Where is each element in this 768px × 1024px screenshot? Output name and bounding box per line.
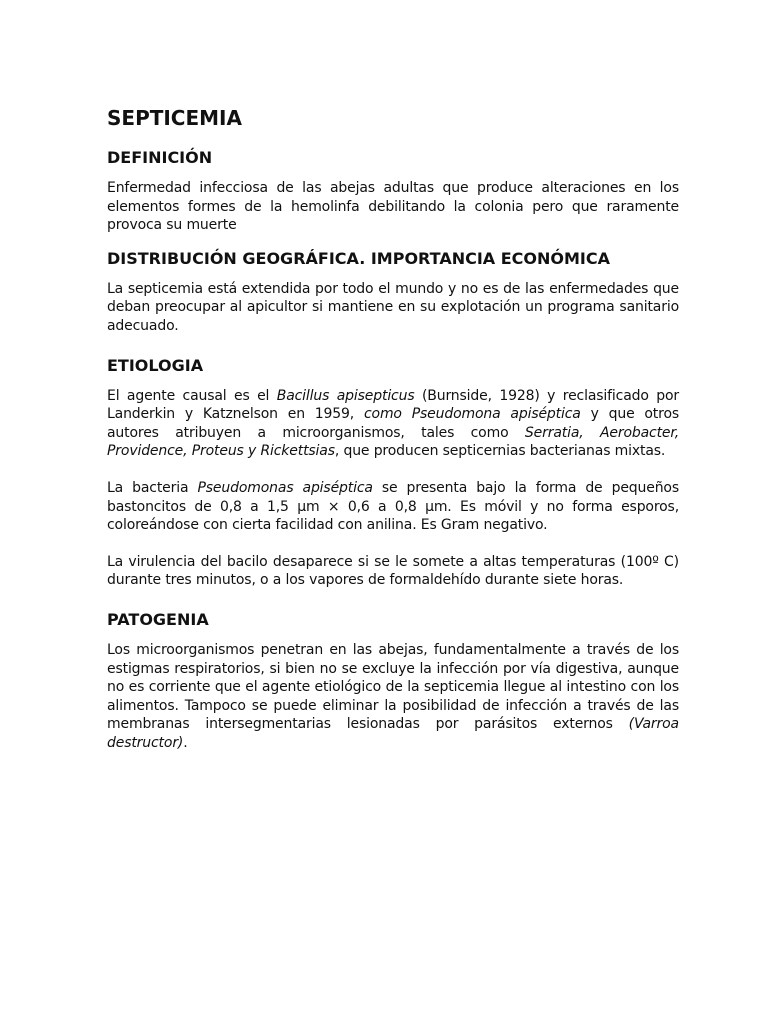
paragraph-distribucion: La septicemia está extendida por todo el mundo y no es de las enfermedades que deban preocupar al apicultor si mantiene en su explotación un programa sanitario adecuado. [107,280,679,334]
document-page [107,104,679,770]
document-title: SEPTICEMIA [107,106,242,130]
paragraph-etiologia-3: La virulencia del bacilo desaparece si se le somete a altas temperaturas (100º C) durante tres minutos, o a los vapores de formaldehído durante siete horas. [107,553,679,589]
paragraph-definicion: Enfermedad infecciosa de las abejas adultas que produce alteraciones en los elementos formes de la hemolinfa debilitando la colonia pero que raramente provoca su muerte [107,180,679,234]
heading-definicion: DEFINICIÓN [107,148,213,167]
text-run: La bacteria [107,479,198,496]
text-run: y que otros autores atribuyen a microorganismos, tales como [107,406,680,441]
text-run: , que producen septicernias bacterianas mixtas. [334,443,666,460]
text-run: se presenta bajo la forma de pequeños bastoncitos de 0,8 a 1,5 µm × 0,6 a 0,8 µm. Es móvil y no forma esporos, coloreándose con cierta facilidad con anilina. Es Gram negativo. [107,479,679,534]
text-run: . [183,734,188,751]
text-run: (Burnside, 1928) y reclasificado por Landerkin y Katznelson en 1959, [107,387,680,423]
heading-distribucion: DISTRIBUCIÓN GEOGRÁFICA. IMPORTANCIA ECONÓMICA [107,248,611,268]
paragraph-etiologia-2 [107,479,679,535]
heading-patogenia: PATOGENIA [107,609,209,629]
italic-run: Pseudomonas apiséptica [197,479,373,496]
text-run: El agente causal es el [107,387,277,404]
paragraph-patogenia [107,641,679,753]
paragraph-etiologia-1 [107,387,679,461]
italic-run: Serratia, Aerobacter, Providence, Proteus y Rickettsias [107,424,680,460]
text-run: Los microorganismos penetran en las abejas, fundamentalmente a través de los estigmas respiratorios, si bien no se excluye la infección por vía digestiva, aunque no es corriente que el agente etiológico de la septicemia llegue al intestino con los alimentos. Tampoco se puede eliminar la posibilidad de infección a través de las membranas intersegmentarias lesionadas por parásitos externos [107,641,679,733]
heading-etiologia: ETIOLOGIA [107,355,204,375]
italic-run: (Varroa destructor) [107,716,679,751]
italic-run: como Pseudomona apiséptica [363,406,581,423]
italic-run: Bacillus apisepticus [276,387,415,404]
